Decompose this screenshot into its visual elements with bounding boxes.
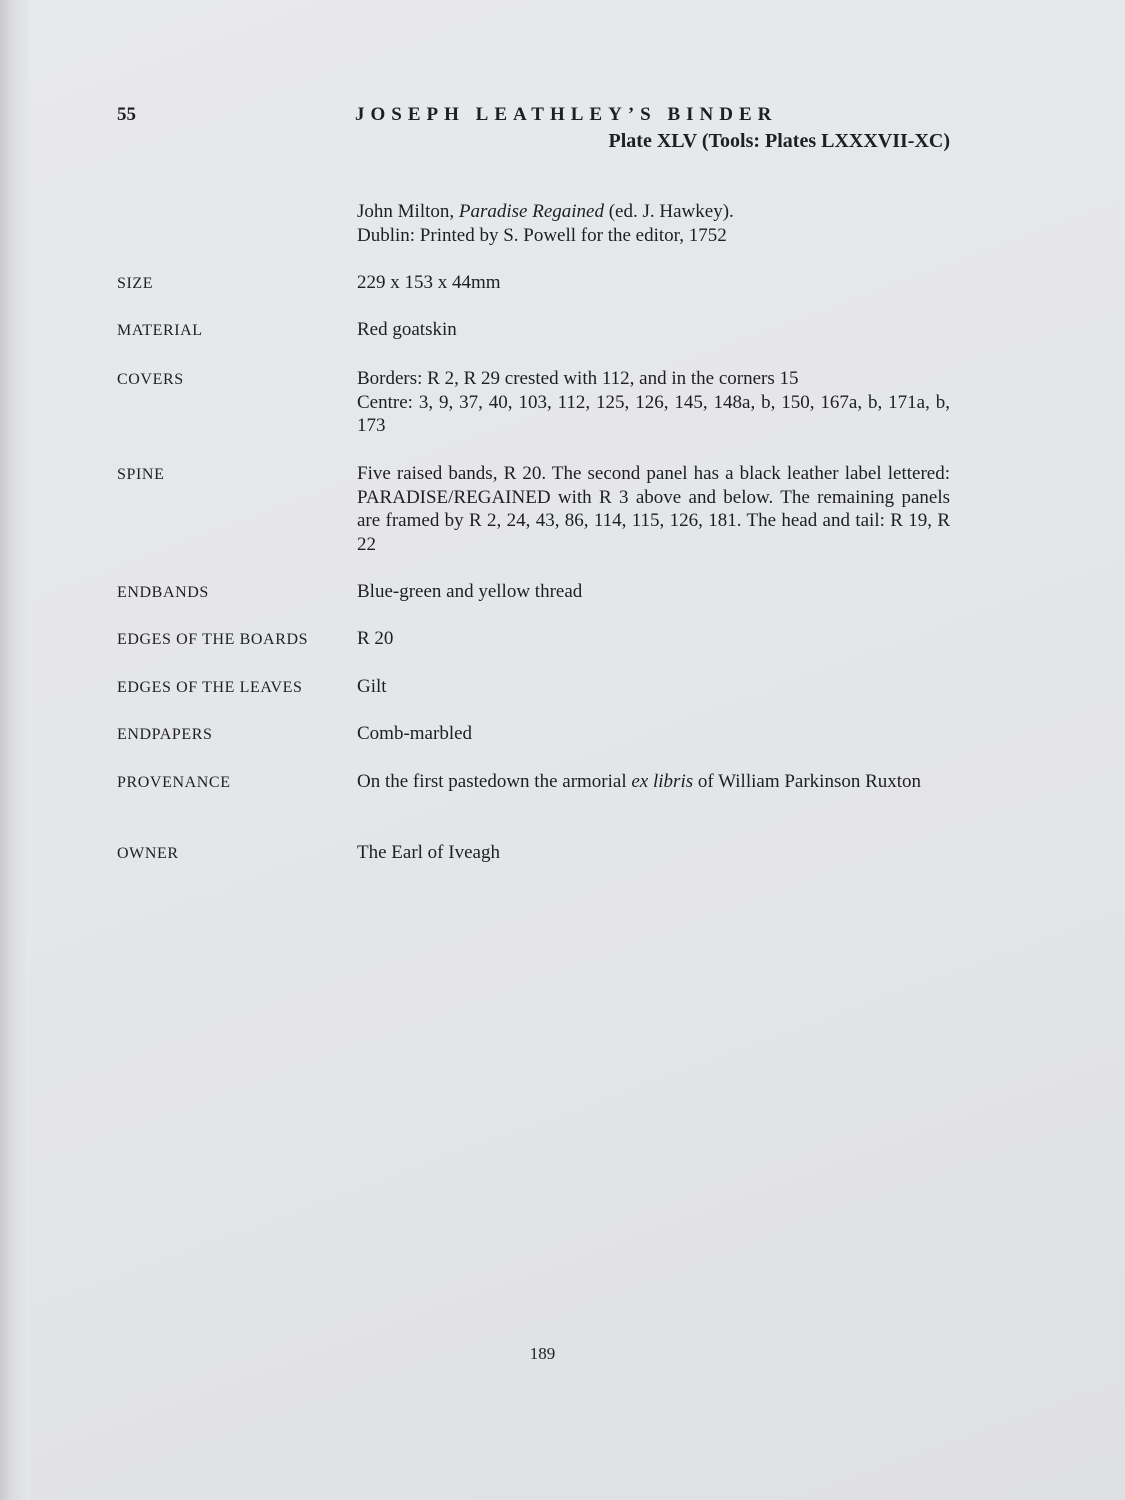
covers-borders: Borders: R 2, R 29 crested with 112, and in the corners 15 xyxy=(357,368,799,389)
page-number: 189 xyxy=(529,1344,556,1363)
field-value: The Earl of Iveagh xyxy=(357,842,500,863)
field-label: ENDBANDS xyxy=(117,584,209,601)
field-value: Gilt xyxy=(357,676,387,697)
field-label: OWNER xyxy=(117,845,179,862)
binder-title: JOSEPH LEATHLEY’S BINDER xyxy=(355,104,778,125)
field-label: PROVENANCE xyxy=(117,774,231,791)
citation-author: John Milton, xyxy=(357,201,455,222)
provenance-text-after: of William Parkinson Ruxton xyxy=(697,771,922,792)
field-label: SIZE xyxy=(117,275,154,292)
field-value xyxy=(357,770,950,794)
citation-imprint: Dublin: Printed by S. Powell for the editor, 1752 xyxy=(357,225,727,246)
provenance-ex-libris: ex libris xyxy=(631,771,694,792)
field-label: COVERS xyxy=(117,371,184,388)
field-value: Red goatskin xyxy=(357,319,457,340)
field-value: Blue-green and yellow thread xyxy=(357,581,583,602)
citation-title-line xyxy=(357,200,950,224)
plate-reference: Plate XLV (Tools: Plates LXXXVII-XC) xyxy=(608,130,950,152)
citation-work-title: Paradise Regained xyxy=(458,201,604,222)
field-label: MATERIAL xyxy=(117,322,203,339)
book-citation xyxy=(357,200,950,248)
covers-centre: Centre: 3, 9, 37, 40, 103, 112, 125, 126, 145, 148a, b, 150, 167a, b, 171a, b, 173 xyxy=(357,391,950,436)
provenance-text-before: On the first pastedown the armorial xyxy=(357,771,627,792)
field-value: Five raised bands, R 20. The second panel has a black leather label lettered: PARADISE/REGAINED with R 3 above and below. The remaining panels are framed by R 2, 24, 43, 86, 114, 115, 126, 181. The head and tail: R 19, R 22 xyxy=(357,463,950,555)
field-label: EDGES OF THE LEAVES xyxy=(117,679,303,696)
field-label: EDGES OF THE BOARDS xyxy=(117,631,309,648)
field-value: 229 x 153 x 44mm xyxy=(357,272,501,293)
page-edge xyxy=(0,0,31,1500)
field-value: Comb-marbled xyxy=(357,723,473,744)
entry-number: 55 xyxy=(117,104,136,125)
field-value xyxy=(357,367,950,438)
field-label: SPINE xyxy=(117,466,165,483)
field-value: R 20 xyxy=(357,628,394,649)
citation-editor: (ed. J. Hawkey). xyxy=(608,201,734,222)
field-label: ENDPAPERS xyxy=(117,726,213,743)
